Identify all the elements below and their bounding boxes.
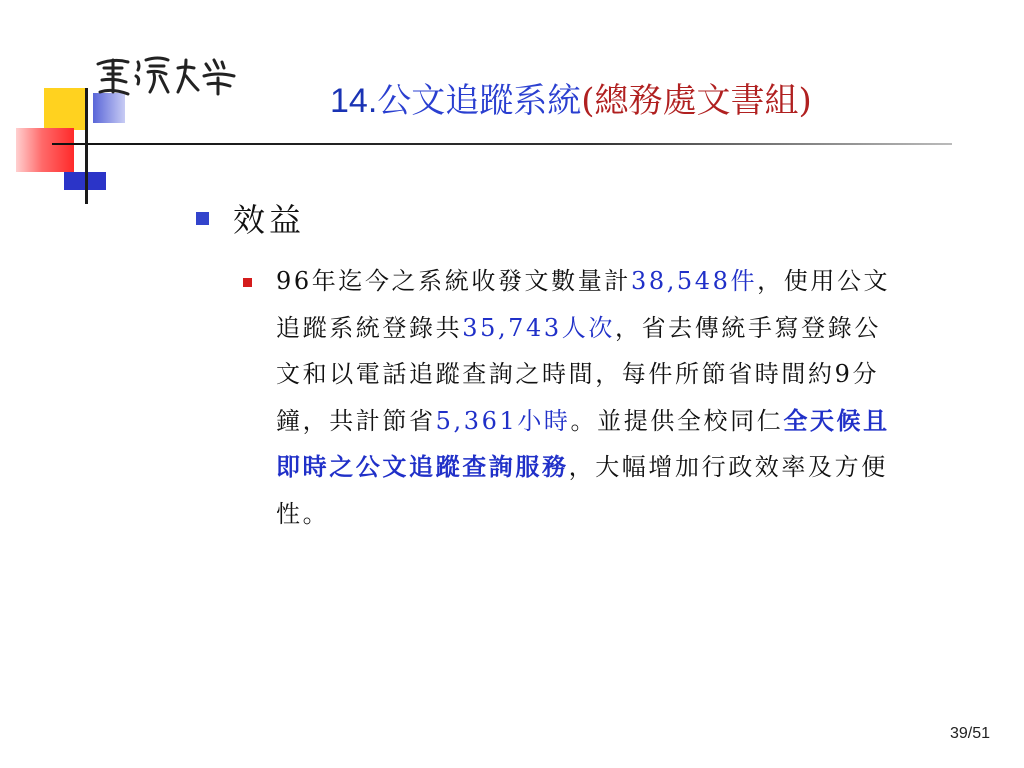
title-number: 14. <box>330 82 378 120</box>
ntu-calligraphy-logo <box>94 52 244 100</box>
title-main: 公文追蹤系統 <box>377 81 582 121</box>
benefit-paragraph <box>276 258 896 537</box>
small-square-bullet-icon <box>243 278 252 287</box>
usage-count: 35,743人次 <box>462 313 615 342</box>
title-underline <box>52 143 952 145</box>
benefit-text-1: 96年迄今之系統收發文數量計 <box>276 267 631 295</box>
hours-saved: 5,361小時 <box>435 406 571 435</box>
benefit-text-5: ，大幅增加行政效率及方便性。 <box>276 453 888 528</box>
benefit-text-3: ，省去傳統手寫登錄公文和以電話追蹤查詢之時間，每件所節省時間約9分鐘，共計節省 <box>276 313 881 435</box>
decor-vertical-line <box>85 88 88 204</box>
benefit-text-4: 。並提供全校同仁 <box>570 406 784 435</box>
bullet-level1-text: 效益 <box>233 201 306 239</box>
documents-count: 38,548件 <box>630 267 758 295</box>
benefit-text-2: ，使用公文追蹤系統登錄共 <box>276 267 891 342</box>
title-department: (總務處文書組) <box>581 81 812 121</box>
slide-title <box>330 78 812 124</box>
square-bullet-icon <box>196 212 209 225</box>
service-highlight: 全天候且即時之公文追蹤查詢服務 <box>276 405 890 481</box>
decor-red-square <box>16 128 74 172</box>
bullet-level1 <box>196 195 305 241</box>
page-number: 39/51 <box>949 725 990 742</box>
decor-yellow-square <box>44 88 86 130</box>
